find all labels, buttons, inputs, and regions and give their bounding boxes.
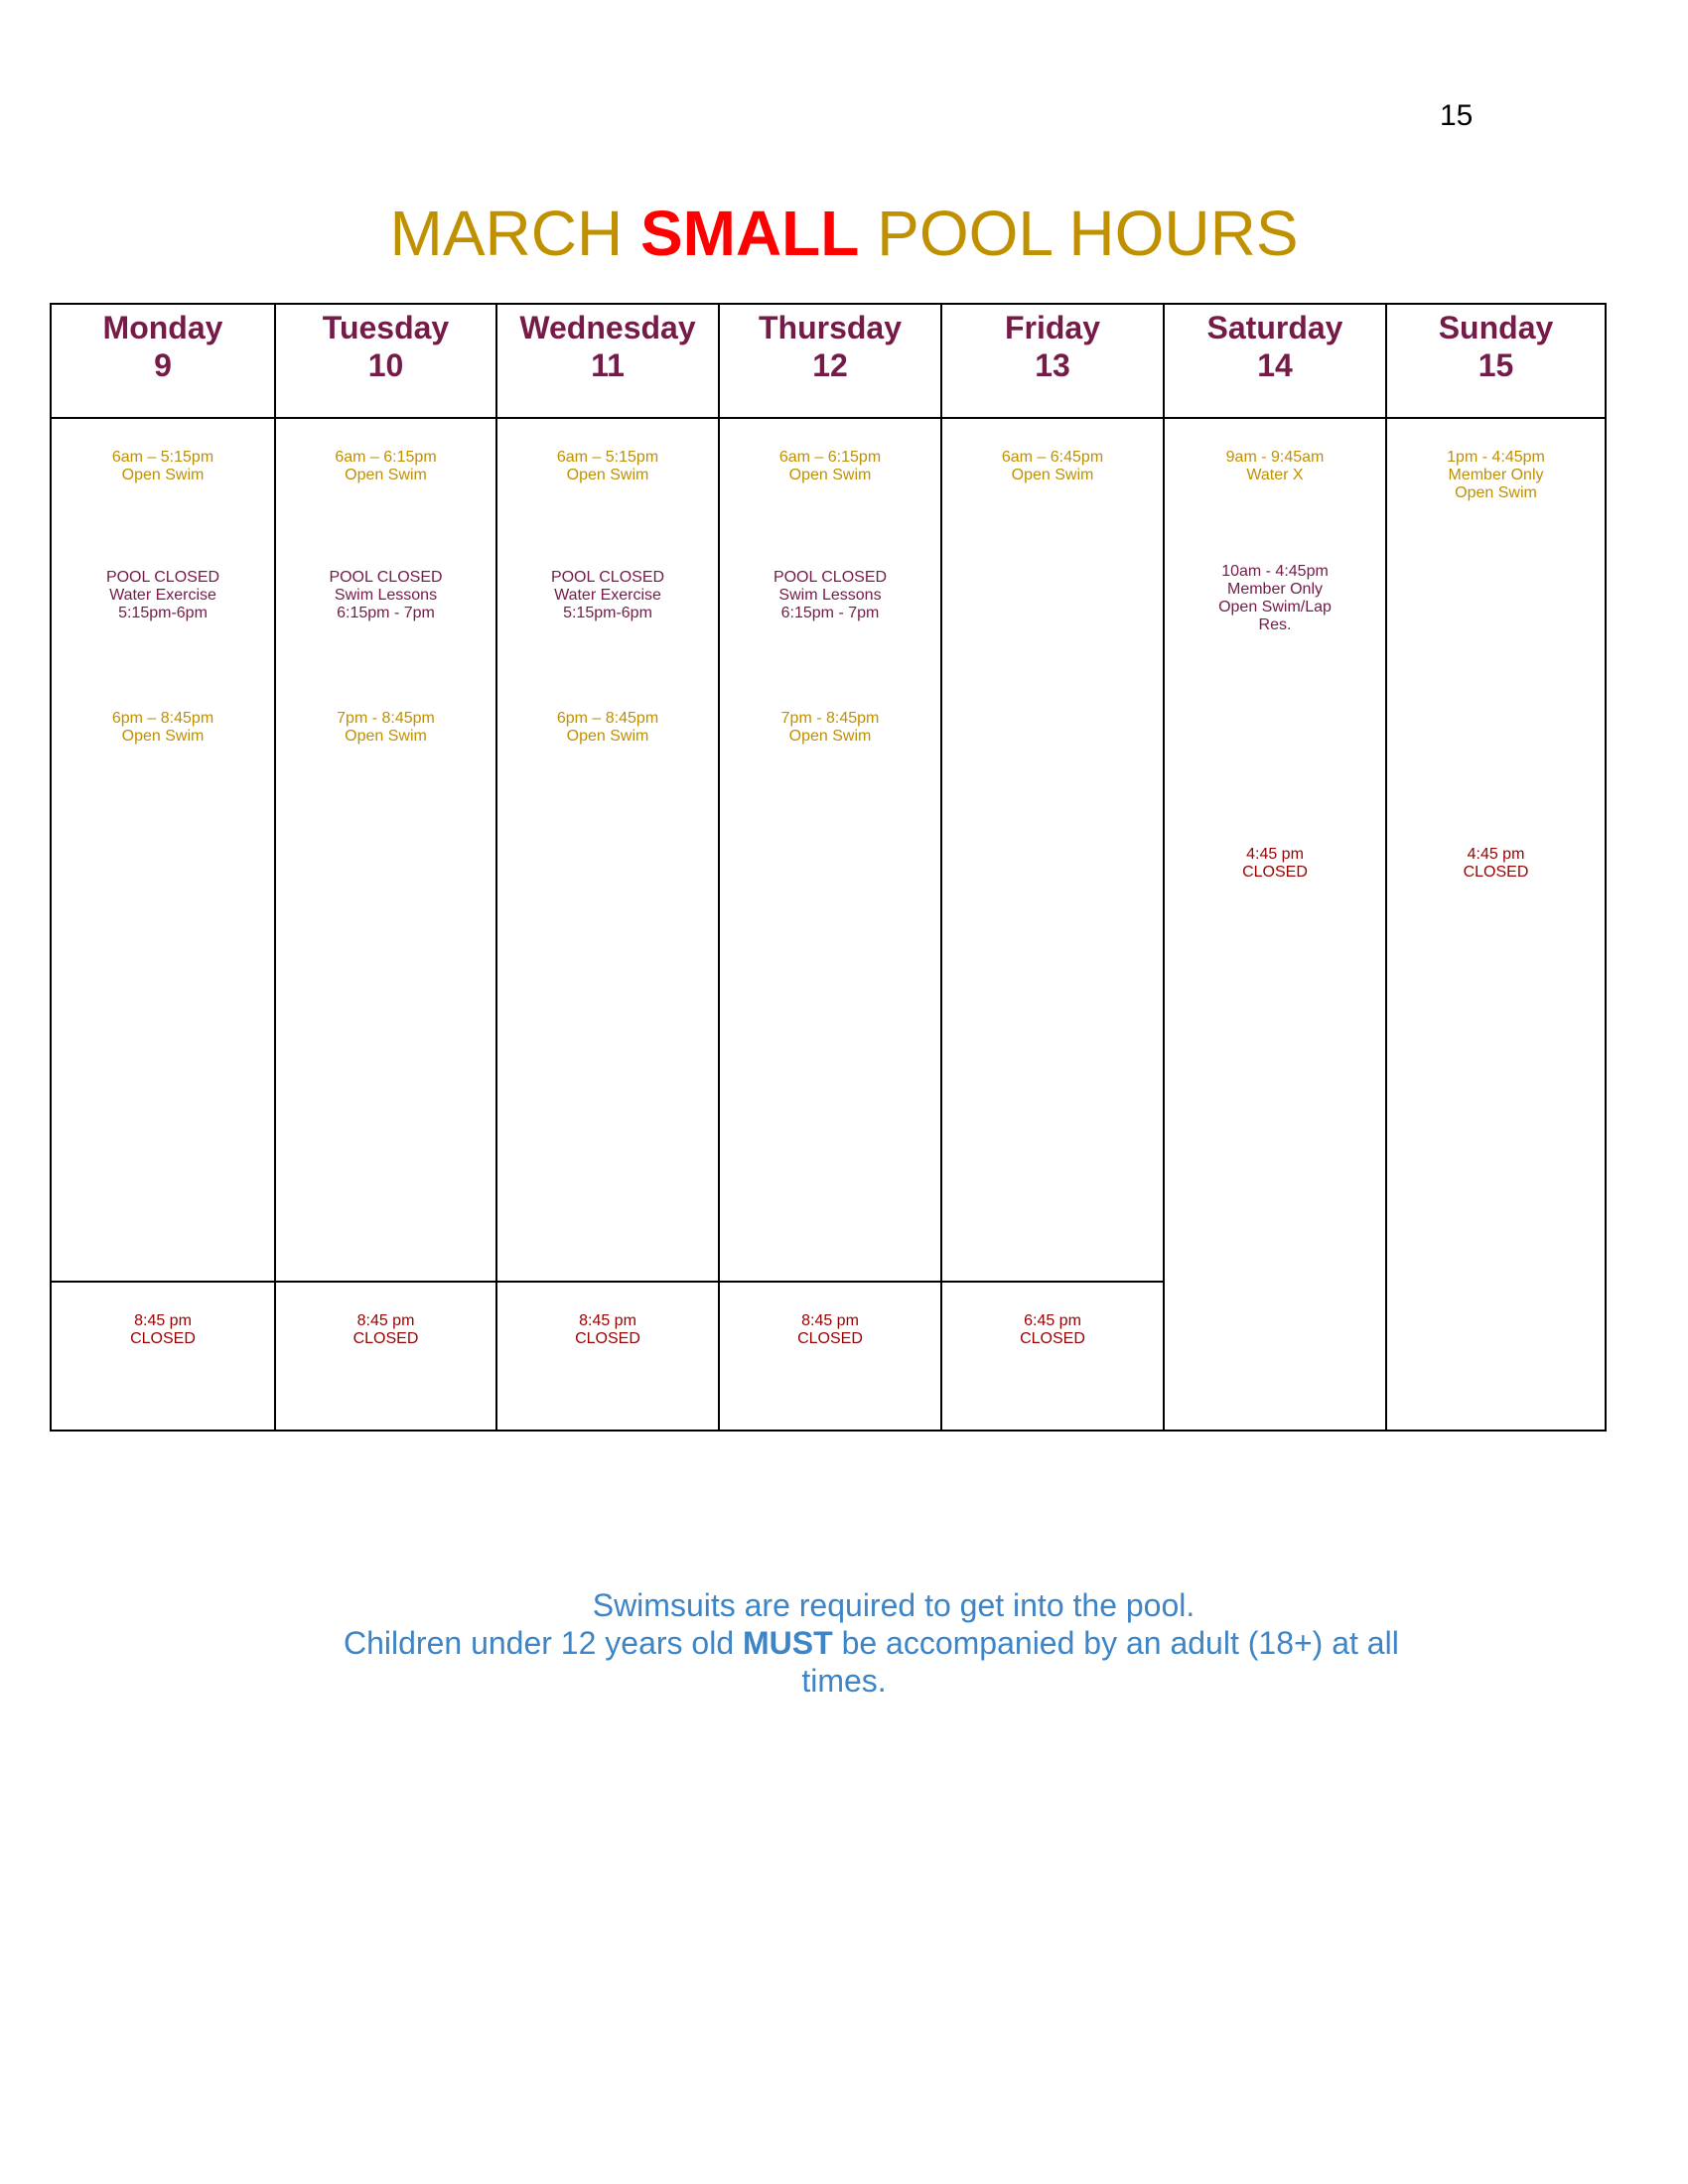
schedule-block: 10am - 4:45pm Member Only Open Swim/Lap Res. [1218, 563, 1332, 633]
day-date: 10 [367, 347, 404, 383]
day-date: 9 [154, 347, 172, 383]
day-header [1165, 305, 1385, 419]
schedule-block: POOL CLOSED Water Exercise 5:15pm-6pm [550, 569, 665, 621]
day-column-friday [940, 305, 1163, 1430]
day-column-saturday [1163, 305, 1385, 1430]
day-date: 13 [1035, 347, 1070, 383]
day-header [1387, 305, 1605, 419]
day-column-monday [52, 305, 274, 1430]
schedule-block: 6am – 6:15pm Open Swim [778, 449, 882, 483]
day-header [942, 305, 1163, 419]
closing-time: 8:45 pm CLOSED [352, 1312, 419, 1347]
row-divider [52, 1281, 274, 1283]
day-date: 11 [591, 347, 625, 383]
day-header [720, 305, 940, 419]
day-column-sunday [1385, 305, 1605, 1430]
closing-time: 8:45 pm CLOSED [797, 1312, 863, 1347]
note-swimsuits: Swimsuits are required to get into the pool. [592, 1587, 1196, 1623]
closing-time: 8:45 pm CLOSED [575, 1312, 640, 1347]
day-name: Monday [102, 310, 223, 345]
day-header [52, 305, 274, 419]
schedule-block: 6am – 6:45pm Open Swim [1001, 449, 1104, 483]
row-divider [276, 1281, 495, 1283]
day-date: 12 [812, 347, 848, 383]
day-name: Tuesday [322, 310, 450, 345]
closing-time: 4:45 pm CLOSED [1463, 846, 1529, 881]
schedule-block: 7pm - 8:45pm Open Swim [337, 710, 435, 745]
schedule-block: POOL CLOSED Water Exercise 5:15pm-6pm [105, 569, 220, 621]
day-name: Friday [1004, 310, 1101, 345]
closing-time: 6:45 pm CLOSED [1020, 1312, 1085, 1347]
row-divider [942, 1281, 1163, 1283]
page-number: 15 [1440, 99, 1474, 132]
schedule-block: 6am – 6:15pm Open Swim [335, 449, 437, 483]
schedule-table [50, 303, 1607, 1432]
schedule-block: 9am - 9:45am Water X [1225, 449, 1325, 483]
day-column-thursday [718, 305, 940, 1430]
title-emphasis: SMALL [639, 198, 860, 269]
schedule-block: 6pm – 8:45pm Open Swim [556, 710, 659, 745]
day-date: 14 [1257, 347, 1293, 383]
day-column-wednesday [495, 305, 718, 1430]
schedule-block: 6am – 5:15pm Open Swim [556, 449, 659, 483]
row-divider [720, 1281, 940, 1283]
schedule-block: POOL CLOSED Swim Lessons 6:15pm - 7pm [773, 569, 888, 621]
note-children-cont: times. [801, 1663, 887, 1699]
title-rest: POOL HOURS [859, 198, 1299, 269]
day-column-tuesday [274, 305, 495, 1430]
schedule-block: 1pm - 4:45pm Member Only Open Swim [1447, 449, 1545, 501]
schedule-block: 6pm – 8:45pm Open Swim [111, 710, 214, 745]
day-header [497, 305, 718, 419]
schedule-block: POOL CLOSED Swim Lessons 6:15pm - 7pm [329, 569, 443, 621]
day-name: Wednesday [519, 310, 696, 345]
day-date: 15 [1477, 347, 1514, 383]
page-title [0, 197, 1688, 270]
day-header [276, 305, 495, 419]
note-children: Children under 12 years old MUST be accompanied by an adult (18+) at all [344, 1625, 1399, 1661]
title-month: MARCH [389, 198, 640, 269]
closing-time: 4:45 pm CLOSED [1242, 846, 1308, 881]
row-divider [497, 1281, 718, 1283]
day-name: Sunday [1438, 310, 1554, 345]
schedule-block: 6am – 5:15pm Open Swim [111, 449, 214, 483]
closing-time: 8:45 pm CLOSED [130, 1312, 196, 1347]
day-name: Thursday [758, 310, 903, 345]
day-name: Saturday [1206, 310, 1343, 345]
schedule-block: 7pm - 8:45pm Open Swim [780, 710, 880, 745]
